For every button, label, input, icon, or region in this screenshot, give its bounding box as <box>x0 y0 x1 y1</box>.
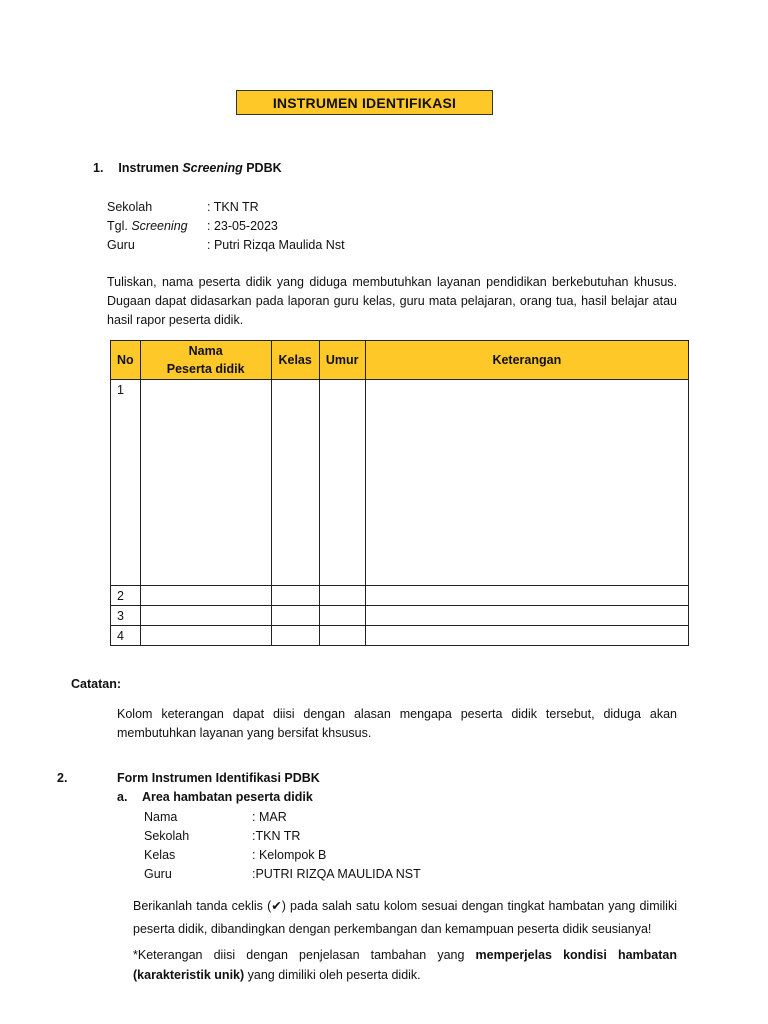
cell-kelas[interactable] <box>271 606 319 626</box>
cell-umur[interactable] <box>319 626 365 646</box>
field-label: Sekolah <box>144 828 190 843</box>
field-row-sekolah <box>107 197 345 216</box>
table-row <box>111 606 689 626</box>
field-value: : Kelompok B <box>252 847 327 862</box>
field-label: Guru <box>144 866 172 881</box>
section1-fields <box>107 197 345 254</box>
row-number: 1 <box>111 380 141 586</box>
table-header-row <box>111 341 689 380</box>
document-title <box>236 90 493 115</box>
field-value: : Putri Rizqa Maulida Nst <box>207 237 345 252</box>
field-value: : MAR <box>252 809 287 824</box>
table-row <box>111 626 689 646</box>
header-no: No <box>111 341 141 380</box>
cell-umur[interactable] <box>319 380 365 586</box>
field-row-sekolah <box>144 826 421 845</box>
row-number: 3 <box>111 606 141 626</box>
cell-kelas[interactable] <box>271 626 319 646</box>
section2-fields <box>144 807 421 883</box>
field-label: Guru <box>107 237 135 252</box>
checkmark-icon: ✔ <box>271 899 282 913</box>
row-number: 4 <box>111 626 141 646</box>
cell-keterangan[interactable] <box>365 606 688 626</box>
section2-sub-heading-text: Area hambatan peserta didik <box>141 790 313 804</box>
field-label: Tgl. Screening <box>107 218 188 233</box>
cell-keterangan[interactable] <box>365 586 688 606</box>
table-row <box>111 380 689 586</box>
notes-text: Kolom keterangan dapat diisi dengan alasan mengapa peserta didik tersebut, diduga akan membutuhkan layanan yang bersifat khsusus. <box>117 707 677 740</box>
field-label: Nama <box>144 809 178 824</box>
document-title-text: INSTRUMEN IDENTIFIKASI <box>272 94 457 111</box>
field-value: :TKN TR <box>252 828 301 843</box>
header-kelas: Kelas <box>271 341 319 380</box>
field-value: : 23-05-2023 <box>207 218 278 233</box>
notes-heading: Catatan: <box>71 677 122 691</box>
cell-nama[interactable] <box>140 586 271 606</box>
screening-table <box>110 340 689 646</box>
cell-nama[interactable] <box>140 626 271 646</box>
header-nama: Nama Peserta didik <box>140 341 271 380</box>
cell-keterangan[interactable] <box>365 380 688 586</box>
header-umur: Umur <box>319 341 365 380</box>
section1-heading-prefix: Instrumen <box>118 161 183 175</box>
section1-number: 1. <box>93 161 104 175</box>
field-row-guru <box>144 864 421 883</box>
section1-heading-suffix: PDBK <box>242 161 282 175</box>
table-row <box>111 586 689 606</box>
section1-instructions: Tuliskan, nama peserta didik yang diduga membutuhkan layanan pendidikan berkebutuhan khusus. Dugaan dapat didasarkan pada laporan guru kelas, guru mata pelajaran, orang tua, hasil belajar atau hasil rapor peserta didik. <box>107 275 677 327</box>
field-row-tgl-screening <box>107 216 345 235</box>
cell-keterangan[interactable] <box>365 626 688 646</box>
section2-note: *Keterangan diisi dengan penjelasan tambahan yang memperjelas kondisi hambatan (karakteristik unik) yang dimiliki oleh peserta didik. <box>133 948 677 982</box>
cell-umur[interactable] <box>319 606 365 626</box>
header-keterangan: Keterangan <box>365 341 688 380</box>
section1-heading-italic: Screening <box>182 161 243 175</box>
section2-sub-letter: a. <box>117 790 128 804</box>
cell-umur[interactable] <box>319 586 365 606</box>
field-label: Kelas <box>144 847 176 862</box>
section1-heading <box>93 161 282 175</box>
cell-nama[interactable] <box>140 606 271 626</box>
field-row-guru <box>107 235 345 254</box>
cell-nama[interactable] <box>140 380 271 586</box>
section2-subheading <box>117 790 313 804</box>
cell-kelas[interactable] <box>271 380 319 586</box>
field-row-kelas <box>144 845 421 864</box>
section2-instruction: Berikanlah tanda ceklis (✔) pada salah satu kolom sesuai dengan tingkat hambatan yang dimiliki peserta didik, dibandingkan dengan perkembangan dan kemampuan peserta didik seusianya! <box>133 899 677 936</box>
row-number: 2 <box>111 586 141 606</box>
cell-kelas[interactable] <box>271 586 319 606</box>
field-value: : TKN TR <box>207 199 259 214</box>
field-value: :PUTRI RIZQA MAULIDA NST <box>252 866 421 881</box>
section2-number: 2. <box>57 771 68 785</box>
section2-heading: Form Instrumen Identifikasi PDBK <box>117 771 320 785</box>
field-label: Sekolah <box>107 199 153 214</box>
field-row-nama <box>144 807 421 826</box>
